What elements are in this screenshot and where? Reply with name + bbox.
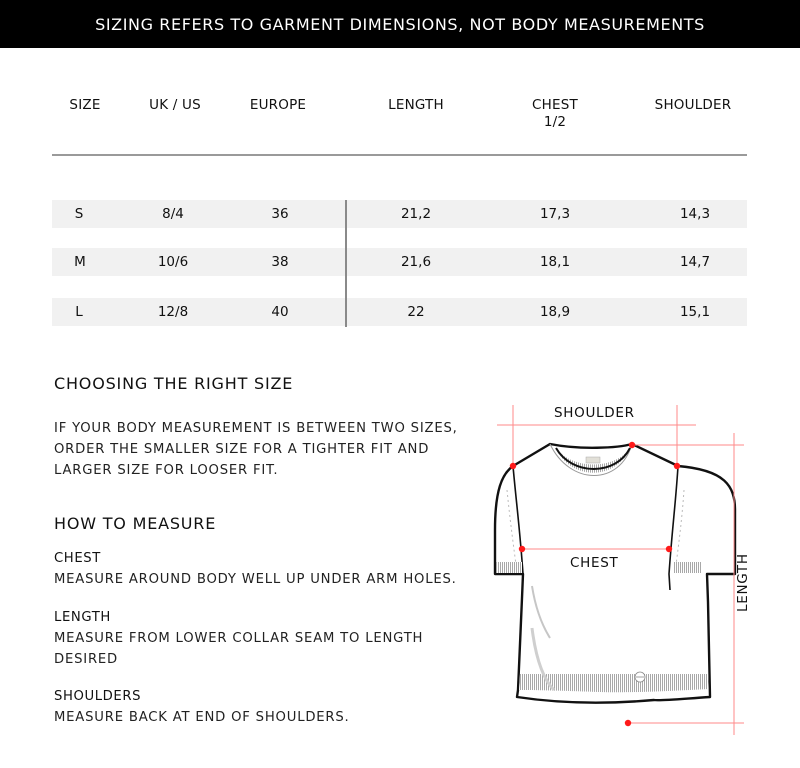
measure-shoulders-label: SHOULDERS xyxy=(54,689,142,704)
cell-size: M xyxy=(74,254,86,270)
cell-size: S xyxy=(74,206,84,222)
cell-length: 22 xyxy=(407,304,425,320)
top-banner xyxy=(0,0,800,48)
header-shoulder-label: SHOULDER xyxy=(654,97,732,113)
measure-length-line: DESIRED xyxy=(54,652,118,667)
cell-europe: 40 xyxy=(271,304,289,320)
header-chest-label: CHEST xyxy=(532,97,578,113)
header-shoulder xyxy=(655,97,732,114)
cell-length: 21,6 xyxy=(400,254,432,270)
choosing-line: IF YOUR BODY MEASUREMENT IS BETWEEN TWO SIZES, xyxy=(54,421,458,436)
table-row xyxy=(52,200,747,228)
cell-uk-us: 8/4 xyxy=(162,206,184,222)
header-size-label: SIZE xyxy=(69,97,101,113)
measure-chest-label: CHEST xyxy=(54,551,101,566)
measure-length-label: LENGTH xyxy=(54,610,111,625)
table-row xyxy=(52,298,747,326)
table-row xyxy=(52,248,747,276)
diagram-shoulder-label: SHOULDER xyxy=(554,405,635,421)
cell-uk-us: 12/8 xyxy=(157,304,189,320)
diagram-length-label: LENGTH xyxy=(735,553,751,612)
cell-uk-us: 10/6 xyxy=(157,254,189,270)
cell-shoulder: 14,3 xyxy=(679,206,711,222)
cell-europe: 36 xyxy=(271,206,289,222)
how-to-measure-title: HOW TO MEASURE xyxy=(54,514,217,533)
cell-length: 21,2 xyxy=(400,206,432,222)
cell-size: L xyxy=(75,304,83,320)
cell-chest: 18,9 xyxy=(539,304,571,320)
measure-length-text xyxy=(54,628,423,670)
header-size xyxy=(69,97,100,114)
header-length-label: LENGTH xyxy=(388,97,444,113)
choosing-text xyxy=(54,418,458,481)
measure-length-line: MEASURE FROM LOWER COLLAR SEAM TO LENGTH xyxy=(54,631,424,646)
column-divider xyxy=(345,200,347,327)
header-uk-us xyxy=(149,97,201,114)
header-length xyxy=(388,97,444,114)
cell-shoulder: 15,1 xyxy=(679,304,711,320)
choosing-title: CHOOSING THE RIGHT SIZE xyxy=(54,374,294,393)
cell-shoulder: 14,7 xyxy=(679,254,711,270)
header-chest xyxy=(532,97,578,131)
choosing-line: LARGER SIZE FOR LOOSER FIT. xyxy=(54,463,279,478)
tshirt-diagram xyxy=(480,390,790,740)
measure-shoulders-line: MEASURE BACK AT END OF SHOULDERS. xyxy=(54,710,350,725)
banner-text: SIZING REFERS TO GARMENT DIMENSIONS, NOT BODY MEASUREMENTS xyxy=(95,14,705,34)
measure-chest-text xyxy=(54,569,457,590)
header-europe-label: EUROPE xyxy=(249,97,307,113)
cell-chest: 17,3 xyxy=(539,206,571,222)
measure-shoulders-text xyxy=(54,707,350,728)
header-divider xyxy=(52,154,747,156)
measure-chest-line: MEASURE AROUND BODY WELL UP UNDER ARM HOLES. xyxy=(54,572,457,587)
header-europe xyxy=(250,97,306,114)
cell-europe: 38 xyxy=(271,254,289,270)
choosing-line: ORDER THE SMALLER SIZE FOR A TIGHTER FIT AND xyxy=(54,442,430,457)
header-uk-us-label: UK / US xyxy=(149,97,201,113)
header-chest-sublabel: 1/2 xyxy=(543,114,567,130)
diagram-chest-label: CHEST xyxy=(570,555,619,571)
cell-chest: 18,1 xyxy=(539,254,571,270)
